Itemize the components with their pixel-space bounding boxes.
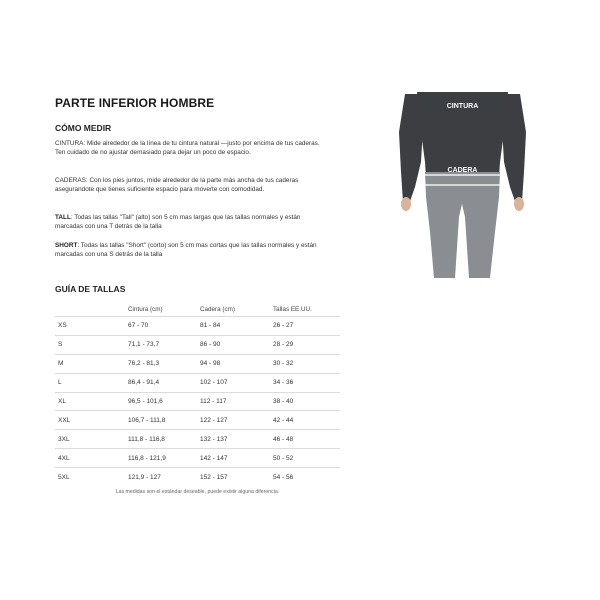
waist-cell: 111,8 - 116,8 [128, 435, 165, 443]
hip-instructions [55, 176, 325, 194]
table-row [55, 467, 340, 486]
size-cell: 3XL [58, 435, 70, 443]
size-guide-heading: GUÍA DE TALLAS [55, 284, 126, 294]
waist-cell: 71,1 - 73,7 [128, 341, 160, 349]
disclaimer-note: Las medidas son el estándar deseable, puede existir alguna diferencia. [115, 489, 280, 495]
hip-cell: 122 - 127 [200, 416, 228, 424]
size-cell: M [58, 360, 64, 368]
how-to-measure-heading: CÓMO MEDIR [55, 123, 112, 133]
size-cell: XS [58, 322, 67, 330]
waist-cell: 121,9 - 127 [128, 473, 161, 481]
page-title: PARTE INFERIOR HOMBRE [55, 96, 215, 110]
us-size-cell: 50 - 52 [273, 454, 294, 462]
hip-figure-label: CADERA [447, 167, 478, 174]
waist-figure-label: CINTURA [446, 103, 479, 110]
header-hip: Cadera (cm) [200, 305, 235, 313]
hip-cell: 112 - 117 [200, 398, 227, 405]
hip-cell: 94 - 98 [200, 360, 221, 368]
table-row [55, 373, 340, 392]
waist-cell: 116,8 - 121,9 [128, 454, 166, 462]
waist-cell: 76,2 - 81,3 [128, 360, 160, 368]
us-size-cell: 26 - 27 [273, 322, 294, 330]
hip-cell: 132 - 137 [200, 435, 228, 443]
size-cell: L [58, 379, 62, 387]
size-table [55, 302, 340, 486]
table-row [55, 335, 340, 354]
size-cell: XL [58, 398, 66, 405]
hip-text: Con los pies juntos, mide alrededor de la parte más ancha de tus caderas asegurandote que tienes suficiente espacio para moverte con comodidad. [55, 177, 299, 194]
hip-cell: 102 - 107 [200, 379, 228, 387]
waist-cell: 67 - 70 [128, 322, 149, 330]
tall-instructions [55, 213, 325, 231]
us-size-cell: 42 - 44 [273, 416, 294, 424]
table-row [55, 392, 340, 411]
size-cell: S [58, 341, 63, 349]
measurement-figure [395, 92, 530, 280]
tall-label: TALL [55, 214, 71, 221]
us-size-cell: 28 - 29 [273, 341, 294, 349]
tall-text: : Todas las tallas "Tall" (alto) son 5 cm mas largas que las tallas normales y están marcadas con una T detrás de la talla [55, 214, 301, 231]
size-cell: XXL [58, 416, 71, 424]
left-hand-shape [401, 197, 411, 211]
size-table-header [55, 302, 340, 316]
right-hand-shape [514, 197, 524, 211]
us-size-cell: 46 - 48 [273, 435, 294, 443]
short-text: : Todas las tallas "Short" (corto) son 5 cm mas cortas que las tallas normales y están marcadas con una S detrás de la talla [55, 242, 317, 259]
size-cell: 5XL [58, 473, 70, 481]
table-row [55, 354, 340, 373]
short-instructions [55, 241, 325, 259]
short-label: SHORT [55, 242, 78, 249]
us-size-cell: 54 - 56 [273, 473, 294, 481]
us-size-cell: 38 - 40 [273, 398, 294, 405]
tights-shape [425, 172, 500, 278]
table-row [55, 448, 340, 467]
header-waist: Cintura (cm) [128, 305, 163, 313]
hip-label: CADERAS: [55, 177, 88, 184]
hip-cell: 86 - 90 [200, 341, 221, 349]
waist-cell: 106,7 - 111,8 [128, 416, 166, 424]
table-row [55, 316, 340, 335]
waist-cell: 96,5 - 101,6 [128, 398, 163, 405]
waist-cell: 86,4 - 91,4 [128, 379, 160, 387]
us-size-cell: 34 - 36 [273, 379, 294, 387]
us-size-cell: 30 - 32 [273, 360, 294, 368]
waist-label: CINTURA: [55, 140, 86, 147]
header-us-size: Tallas EE.UU. [273, 305, 312, 313]
hip-cell: 81 - 84 [200, 322, 221, 330]
waist-text: Mide alrededor de la línea de tu cintura natural —justo por encima de tus caderas. Ten cuidado de no ajustar demasiado para dejar un poco de espacio. [55, 140, 320, 157]
hip-cell: 152 - 157 [200, 473, 228, 481]
size-cell: 4XL [58, 454, 70, 462]
body-silhouette-illustration [395, 92, 530, 280]
hip-cell: 142 - 147 [200, 454, 228, 462]
table-row [55, 429, 340, 448]
table-row [55, 410, 340, 429]
waist-instructions [55, 139, 325, 157]
